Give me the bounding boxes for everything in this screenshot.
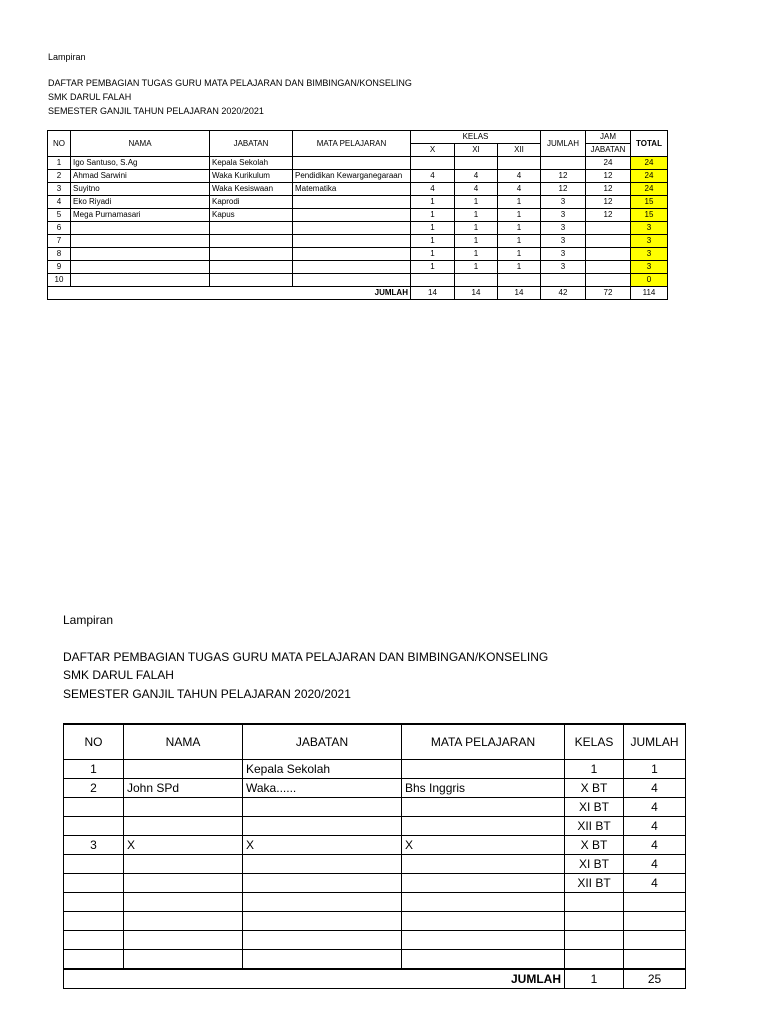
cell-jabatan: X bbox=[243, 836, 402, 855]
cell-jabatan bbox=[243, 874, 402, 893]
cell-xi: 1 bbox=[455, 248, 498, 261]
cell-jumlah: 4 bbox=[624, 874, 686, 893]
sheet1-header-x: X bbox=[411, 144, 455, 157]
cell-x: 1 bbox=[411, 209, 455, 222]
cell-mapel bbox=[402, 760, 565, 779]
cell-no bbox=[64, 798, 124, 817]
cell-kelas bbox=[565, 912, 624, 931]
cell-jabatan bbox=[210, 222, 293, 235]
cell-mapel bbox=[402, 874, 565, 893]
cell-jabatan bbox=[243, 950, 402, 970]
cell-no bbox=[64, 893, 124, 912]
cell-kelas: XI BT bbox=[565, 855, 624, 874]
cell-no: 4 bbox=[48, 196, 71, 209]
cell-no: 2 bbox=[64, 779, 124, 798]
cell-x: 1 bbox=[411, 196, 455, 209]
cell-x bbox=[411, 274, 455, 287]
cell-mapel bbox=[402, 855, 565, 874]
cell-xii: 1 bbox=[498, 248, 541, 261]
cell-jabatan: Waka...... bbox=[243, 779, 402, 798]
cell-no: 3 bbox=[64, 836, 124, 855]
cell-kelas bbox=[565, 950, 624, 970]
table-row bbox=[48, 157, 668, 170]
table-row bbox=[64, 817, 686, 836]
cell-jumlah: 4 bbox=[624, 855, 686, 874]
cell-kelas: X BT bbox=[565, 779, 624, 798]
cell-xi: 1 bbox=[455, 235, 498, 248]
cell-jabatan: Waka Kurikulum bbox=[210, 170, 293, 183]
sheet2-totals-row bbox=[64, 969, 686, 989]
cell-x: 1 bbox=[411, 222, 455, 235]
cell-jumlah bbox=[624, 912, 686, 931]
cell-mapel bbox=[293, 248, 411, 261]
cell-total: 15 bbox=[631, 196, 668, 209]
table-row bbox=[64, 874, 686, 893]
cell-jam: 12 bbox=[586, 170, 631, 183]
sheet1-total-xi: 14 bbox=[455, 287, 498, 300]
cell-no: 1 bbox=[48, 157, 71, 170]
cell-total: 24 bbox=[631, 183, 668, 196]
cell-xii bbox=[498, 274, 541, 287]
cell-no: 2 bbox=[48, 170, 71, 183]
cell-nama: Eko Riyadi bbox=[71, 196, 210, 209]
cell-total: 3 bbox=[631, 222, 668, 235]
sheet1-header-xi: XI bbox=[455, 144, 498, 157]
table-row bbox=[64, 798, 686, 817]
cell-x: 1 bbox=[411, 248, 455, 261]
cell-jumlah: 3 bbox=[541, 261, 586, 274]
cell-total: 15 bbox=[631, 209, 668, 222]
cell-mapel bbox=[293, 209, 411, 222]
cell-total: 24 bbox=[631, 170, 668, 183]
cell-nama: Igo Santuso, S.Ag bbox=[71, 157, 210, 170]
cell-kelas bbox=[565, 893, 624, 912]
sheet2-header-kelas: KELAS bbox=[565, 724, 624, 760]
table-row bbox=[48, 170, 668, 183]
cell-jam bbox=[586, 274, 631, 287]
cell-jabatan: Kepala Sekolah bbox=[243, 760, 402, 779]
cell-jumlah: 1 bbox=[624, 760, 686, 779]
cell-mapel: Pendidikan Kewarganegaraan bbox=[293, 170, 411, 183]
sheet1-header-xii: XII bbox=[498, 144, 541, 157]
cell-x: 1 bbox=[411, 261, 455, 274]
cell-jumlah: 3 bbox=[541, 196, 586, 209]
sheet1-header-jam: JAM bbox=[586, 131, 631, 144]
sheet1-header-nama: NAMA bbox=[71, 131, 210, 157]
cell-xii: 1 bbox=[498, 235, 541, 248]
cell-jabatan: Kepala Sekolah bbox=[210, 157, 293, 170]
cell-total: 3 bbox=[631, 235, 668, 248]
cell-mapel bbox=[293, 274, 411, 287]
cell-nama bbox=[124, 950, 243, 970]
cell-kelas: XII BT bbox=[565, 874, 624, 893]
cell-jabatan bbox=[210, 261, 293, 274]
table-row bbox=[64, 836, 686, 855]
cell-jumlah: 12 bbox=[541, 170, 586, 183]
cell-no bbox=[64, 855, 124, 874]
cell-nama bbox=[124, 893, 243, 912]
cell-mapel bbox=[293, 196, 411, 209]
cell-jam: 12 bbox=[586, 196, 631, 209]
cell-xii: 1 bbox=[498, 261, 541, 274]
cell-no bbox=[64, 874, 124, 893]
cell-x: 1 bbox=[411, 235, 455, 248]
sheet1-title-line-3: SEMESTER GANJIL TAHUN PELAJARAN 2020/2021 bbox=[48, 106, 264, 116]
cell-kelas: 1 bbox=[565, 760, 624, 779]
cell-no bbox=[64, 912, 124, 931]
cell-nama bbox=[124, 798, 243, 817]
cell-jam: 12 bbox=[586, 183, 631, 196]
cell-jabatan: Kaprodi bbox=[210, 196, 293, 209]
table-row bbox=[64, 912, 686, 931]
cell-nama bbox=[124, 874, 243, 893]
cell-mapel bbox=[293, 235, 411, 248]
cell-jumlah bbox=[624, 931, 686, 950]
cell-jumlah: 4 bbox=[624, 779, 686, 798]
cell-xii: 4 bbox=[498, 170, 541, 183]
cell-nama bbox=[71, 248, 210, 261]
sheet1-header-jabatan-sub: JABATAN bbox=[586, 144, 631, 157]
cell-xi: 4 bbox=[455, 170, 498, 183]
cell-jam bbox=[586, 235, 631, 248]
cell-jabatan bbox=[210, 235, 293, 248]
sheet1-header-total: TOTAL bbox=[631, 131, 668, 157]
cell-mapel bbox=[402, 950, 565, 970]
cell-xii: 4 bbox=[498, 183, 541, 196]
cell-nama bbox=[124, 931, 243, 950]
sheet1-total-total: 114 bbox=[631, 287, 668, 300]
cell-nama: John SPd bbox=[124, 779, 243, 798]
cell-mapel bbox=[402, 817, 565, 836]
cell-nama bbox=[124, 855, 243, 874]
sheet1-total-jumlah: 42 bbox=[541, 287, 586, 300]
cell-x bbox=[411, 157, 455, 170]
table-row bbox=[48, 183, 668, 196]
cell-mapel bbox=[402, 931, 565, 950]
cell-kelas: XI BT bbox=[565, 798, 624, 817]
sheet1-header-kelas: KELAS bbox=[411, 131, 541, 144]
cell-jam: 24 bbox=[586, 157, 631, 170]
sheet2-totals-label: JUMLAH bbox=[64, 969, 565, 989]
cell-xi bbox=[455, 157, 498, 170]
cell-no bbox=[64, 950, 124, 970]
cell-mapel bbox=[402, 798, 565, 817]
cell-jumlah: 4 bbox=[624, 798, 686, 817]
cell-jumlah bbox=[624, 950, 686, 970]
sheet2-title-line-3: SEMESTER GANJIL TAHUN PELAJARAN 2020/2021 bbox=[63, 687, 351, 701]
cell-no bbox=[64, 931, 124, 950]
cell-jumlah bbox=[624, 893, 686, 912]
sheet2-title-line-1: DAFTAR PEMBAGIAN TUGAS GURU MATA PELAJARAN DAN BIMBINGAN/KONSELING bbox=[63, 650, 549, 664]
cell-no: 1 bbox=[64, 760, 124, 779]
sheet1-header-mapel: MATA PELAJARAN bbox=[293, 131, 411, 157]
table-row bbox=[48, 196, 668, 209]
cell-xii: 1 bbox=[498, 209, 541, 222]
cell-nama: X bbox=[124, 836, 243, 855]
cell-mapel: Matematika bbox=[293, 183, 411, 196]
cell-nama bbox=[71, 222, 210, 235]
table-row bbox=[64, 855, 686, 874]
cell-xii: 1 bbox=[498, 196, 541, 209]
cell-mapel: Bhs Inggris bbox=[402, 779, 565, 798]
table-row bbox=[64, 950, 686, 970]
cell-jabatan: Waka Kesiswaan bbox=[210, 183, 293, 196]
cell-jumlah: 4 bbox=[624, 817, 686, 836]
cell-xi: 1 bbox=[455, 209, 498, 222]
cell-no: 6 bbox=[48, 222, 71, 235]
cell-total: 3 bbox=[631, 248, 668, 261]
cell-no: 5 bbox=[48, 209, 71, 222]
cell-jam: 12 bbox=[586, 209, 631, 222]
cell-xii: 1 bbox=[498, 222, 541, 235]
cell-jabatan: Kapus bbox=[210, 209, 293, 222]
sheet2-header-jumlah: JUMLAH bbox=[624, 724, 686, 760]
sheet2-header-jabatan: JABATAN bbox=[243, 724, 402, 760]
cell-jumlah: 12 bbox=[541, 183, 586, 196]
sheet2-title-line-2: SMK DARUL FALAH bbox=[63, 668, 174, 682]
sheet2-table-body bbox=[64, 760, 686, 970]
cell-xi: 1 bbox=[455, 222, 498, 235]
cell-x: 4 bbox=[411, 170, 455, 183]
cell-kelas: XII BT bbox=[565, 817, 624, 836]
sheet2-label: Lampiran bbox=[63, 613, 114, 627]
cell-jabatan bbox=[243, 817, 402, 836]
cell-jumlah bbox=[541, 157, 586, 170]
cell-nama bbox=[124, 760, 243, 779]
cell-jabatan bbox=[243, 855, 402, 874]
sheet2-header-nama: NAMA bbox=[124, 724, 243, 760]
cell-total: 24 bbox=[631, 157, 668, 170]
cell-nama: Mega Purnamasari bbox=[71, 209, 210, 222]
table-row bbox=[48, 222, 668, 235]
cell-no: 9 bbox=[48, 261, 71, 274]
sheet1-header-no: NO bbox=[48, 131, 71, 157]
cell-no: 7 bbox=[48, 235, 71, 248]
table-row bbox=[48, 261, 668, 274]
cell-jam bbox=[586, 222, 631, 235]
cell-jumlah: 3 bbox=[541, 209, 586, 222]
table-row bbox=[48, 274, 668, 287]
table-row bbox=[64, 931, 686, 950]
cell-mapel: X bbox=[402, 836, 565, 855]
cell-mapel bbox=[293, 261, 411, 274]
cell-mapel bbox=[293, 222, 411, 235]
cell-jumlah: 3 bbox=[541, 248, 586, 261]
cell-jumlah: 3 bbox=[541, 222, 586, 235]
cell-jabatan bbox=[210, 274, 293, 287]
sheet2-header-no: NO bbox=[64, 724, 124, 760]
sheet1-title-line-1: DAFTAR PEMBAGIAN TUGAS GURU MATA PELAJARAN DAN BIMBINGAN/KONSELING bbox=[48, 78, 412, 88]
cell-mapel bbox=[402, 912, 565, 931]
table-row bbox=[64, 779, 686, 798]
cell-xi: 1 bbox=[455, 196, 498, 209]
table-row bbox=[64, 893, 686, 912]
table-row bbox=[48, 235, 668, 248]
sheet1-title-line-2: SMK DARUL FALAH bbox=[48, 92, 132, 102]
cell-total: 3 bbox=[631, 261, 668, 274]
cell-no: 8 bbox=[48, 248, 71, 261]
cell-jam bbox=[586, 248, 631, 261]
cell-kelas bbox=[565, 931, 624, 950]
sheet1-label: Lampiran bbox=[48, 52, 86, 62]
sheet2-header-mapel: MATA PELAJARAN bbox=[402, 724, 565, 760]
sheet1-header-jumlah: JUMLAH bbox=[541, 131, 586, 157]
sheet1-totals-label: JUMLAH bbox=[48, 287, 411, 300]
cell-mapel bbox=[293, 157, 411, 170]
cell-nama: Suyitno bbox=[71, 183, 210, 196]
cell-jumlah bbox=[541, 274, 586, 287]
cell-jabatan bbox=[210, 248, 293, 261]
cell-jabatan bbox=[243, 798, 402, 817]
table-row bbox=[48, 248, 668, 261]
cell-no: 3 bbox=[48, 183, 71, 196]
sheet1-total-xii: 14 bbox=[498, 287, 541, 300]
sheet2-table bbox=[63, 723, 686, 989]
cell-jabatan bbox=[243, 893, 402, 912]
cell-nama bbox=[71, 274, 210, 287]
cell-jabatan bbox=[243, 931, 402, 950]
cell-nama: Ahmad Sarwini bbox=[71, 170, 210, 183]
cell-jumlah: 3 bbox=[541, 235, 586, 248]
cell-nama bbox=[124, 912, 243, 931]
cell-jabatan bbox=[243, 912, 402, 931]
cell-x: 4 bbox=[411, 183, 455, 196]
sheet1-totals-row bbox=[48, 287, 668, 300]
sheet1-table bbox=[47, 130, 668, 300]
cell-xii bbox=[498, 157, 541, 170]
cell-nama bbox=[71, 235, 210, 248]
cell-xi bbox=[455, 274, 498, 287]
cell-nama bbox=[124, 817, 243, 836]
cell-xi: 4 bbox=[455, 183, 498, 196]
sheet2-total-kelas: 1 bbox=[565, 969, 624, 989]
sheet1-total-jam: 72 bbox=[586, 287, 631, 300]
table-row bbox=[64, 760, 686, 779]
cell-nama bbox=[71, 261, 210, 274]
cell-jam bbox=[586, 261, 631, 274]
sheet1-table-body bbox=[48, 157, 668, 287]
cell-no: 10 bbox=[48, 274, 71, 287]
sheet2-total-jumlah: 25 bbox=[624, 969, 686, 989]
cell-jumlah: 4 bbox=[624, 836, 686, 855]
table-row bbox=[48, 209, 668, 222]
cell-kelas: X BT bbox=[565, 836, 624, 855]
cell-no bbox=[64, 817, 124, 836]
cell-mapel bbox=[402, 893, 565, 912]
cell-total: 0 bbox=[631, 274, 668, 287]
cell-xi: 1 bbox=[455, 261, 498, 274]
sheet1-total-x: 14 bbox=[411, 287, 455, 300]
sheet1-header-jabatan: JABATAN bbox=[210, 131, 293, 157]
